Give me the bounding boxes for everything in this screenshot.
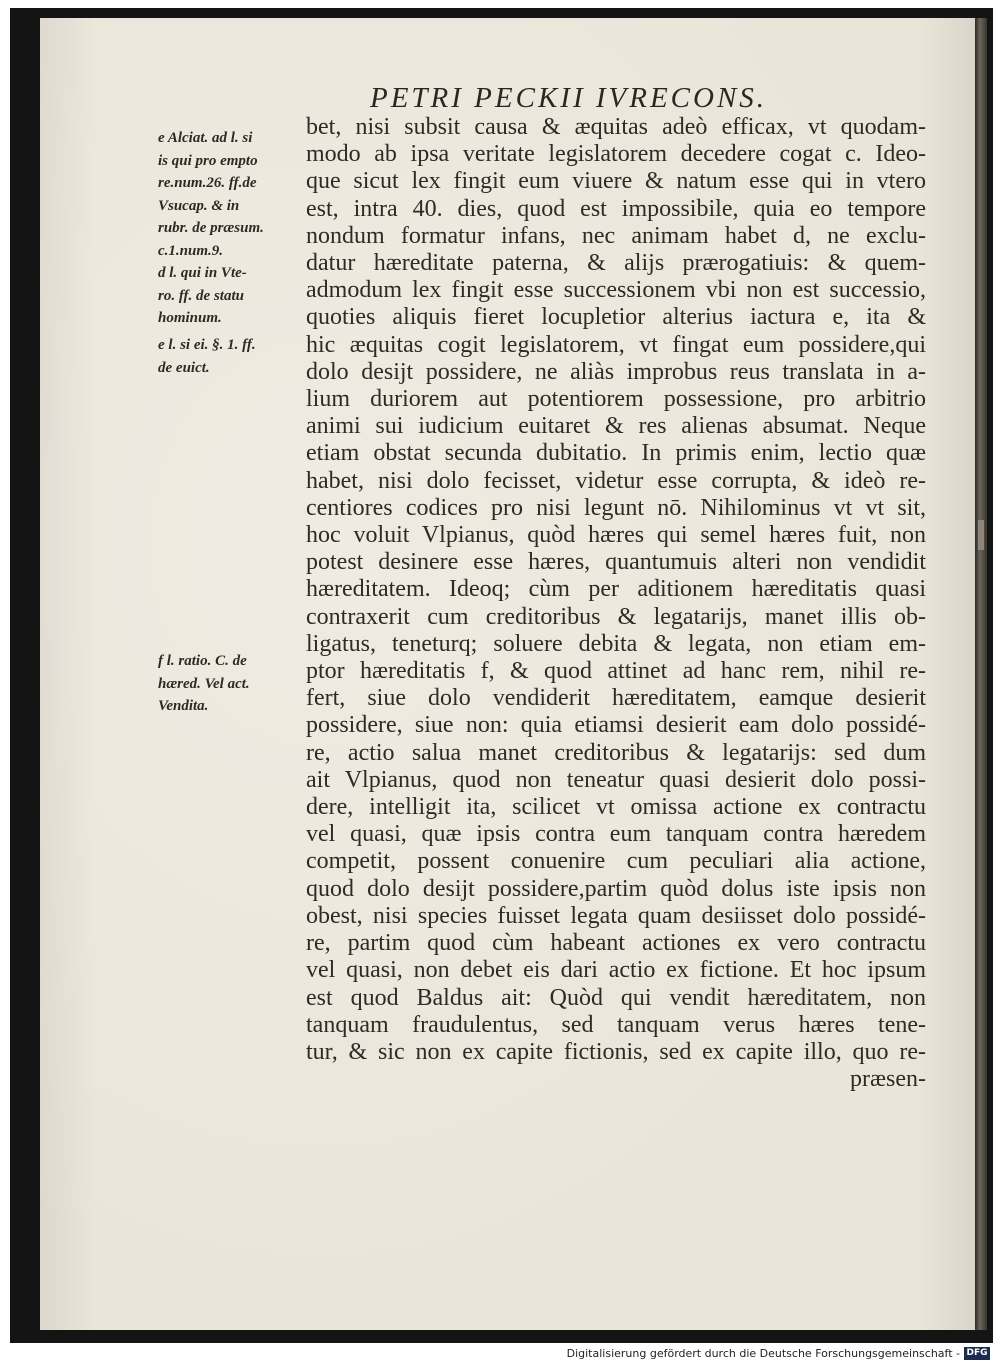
margin-note-line: re.num.26. ff.de — [158, 175, 257, 191]
text-line: bet, nisi subsit causa & æquitas adeò efficax, vt quodam- — [306, 114, 926, 140]
text-line: ait Vlpianus, quod non teneatur quasi desierit dolo possi- — [306, 766, 926, 793]
margin-note-line: ro. ff. de statu — [158, 287, 244, 304]
margin-note-line: e Alciat. ad l. si — [158, 130, 253, 146]
text-line: habet, nisi dolo fecisset, videtur esse corrupta, & ideò re- — [306, 467, 926, 494]
text-line: tanquam fraudulentus, sed tanquam verus hæres tene- — [306, 1011, 926, 1038]
margin-note-line: hæred. Vel act. — [158, 675, 250, 692]
text-line: fert, siue dolo vendiderit hæreditatem, eamque desierit — [306, 685, 926, 712]
margin-note-line: Vsucap. & in — [158, 197, 240, 214]
margin-note-line: is qui pro empto — [158, 152, 258, 169]
text-line: hoc voluit Vlpianus, quòd hæres qui semel hæres fuit, non — [306, 522, 926, 549]
catchword: præsen- — [850, 1066, 926, 1093]
text-line: vel quasi, quæ ipsis contra eum tanquam contra hæredem — [306, 821, 926, 848]
text-line: possidere, siue non: quia etiamsi desierit eam dolo possidé- — [306, 712, 926, 739]
text-line: lium duriorem aut potentiorem possessione, pro arbitrio — [306, 386, 926, 413]
margin-note-e — [158, 127, 308, 262]
text-line: dolo desijt possidere, ne aliàs improbus reus translata in a- — [306, 358, 926, 385]
text-line: hæreditatem. Ideoq; cùm per aditionem hæreditatis quasi — [306, 576, 926, 603]
text-line: re, partim quod cùm habeant actiones ex vero contractu — [306, 930, 926, 957]
margin-note-line: c.1.num.9. — [158, 242, 224, 259]
text-line: potest desinere esse hæres, quantumuis alteri non vendidit — [306, 549, 926, 576]
margin-note-line: f l. ratio. C. de — [158, 653, 247, 669]
text-line: dere, intelligit ita, scilicet vt omissa actione ex contractu — [306, 794, 926, 821]
text-line: animi sui iudicium euitaret & res alienas absumat. Neque — [306, 413, 926, 440]
text-line: etiam obstat secunda dubitatio. In primis enim, lectio quæ — [306, 440, 926, 467]
running-head: PETRI PECKII IVRECONS. — [370, 82, 768, 114]
text-line: hic æquitas cogit legislatorem, vt fingat eum possidere,qui — [306, 331, 926, 358]
margin-note-line: hominum. — [158, 310, 222, 326]
margin-note-line: rubr. de præsum. — [158, 220, 264, 236]
text-line: datur hæreditate paterna, & alijs prærogatiuis: & quem- — [306, 250, 926, 277]
text-line: tur, & sic non ex capite fictionis, sed ex capite illo, quo re- — [306, 1038, 926, 1065]
text-line: est, intra 40. dies, quod est impossibile, quia eo tempore — [306, 195, 926, 222]
text-line: quod dolo desijt possidere,partim quòd dolus iste ipsis non — [306, 875, 926, 902]
margin-note-e2 — [158, 334, 308, 379]
margin-note-line: de euict. — [158, 359, 210, 376]
text-line: contraxerit cum creditoribus & legatarijs, manet illis ob- — [306, 603, 926, 630]
text-line: ptor hæreditatis f, & quod attinet ad hanc rem, nihil re- — [306, 658, 926, 685]
text-line: ligatus, teneturq; soluere debita & legata, non etiam em- — [306, 630, 926, 657]
text-line: admodum lex fingit esse successionem vbi non est successio, — [306, 277, 926, 304]
funding-notice: Digitalisierung gefördert durch die Deutsche Forschungsgemeinschaft - — [566, 1347, 960, 1360]
text-line: re, actio salua manet creditoribus & legatarijs: sed dum — [306, 739, 926, 766]
text-line: quoties aliquis fieret locupletior alterius iactura e, ita & — [306, 304, 926, 331]
margin-note-line: e l. si ei. §. 1. ff. — [158, 337, 256, 353]
margin-note-line: Vendita. — [158, 698, 209, 714]
text-line: modo ab ipsa veritate legislatorem decedere cogat c. Ideo- — [306, 141, 926, 168]
margin-note-f — [158, 650, 308, 718]
text-line: obest, nisi species fuisset legata quam desiisset dolo possidé- — [306, 902, 926, 929]
margin-note-d — [158, 262, 308, 330]
text-line: nondum formatur infans, nec animam habet d, ne exclu- — [306, 222, 926, 249]
dfg-logo: DFG — [964, 1347, 990, 1360]
page-edge — [975, 18, 987, 1330]
text-line: vel quasi, non debet eis dari actio ex fictione. Et hoc ipsum — [306, 957, 926, 984]
main-text — [306, 114, 926, 1093]
text-line: que sicut lex fingit eum viuere & natum esse qui in vtero — [306, 168, 926, 195]
margin-note-line: d l. qui in Vte- — [158, 265, 247, 281]
text-line: competit, possent conuenire cum peculiari alia actione, — [306, 848, 926, 875]
page-edge-mark — [978, 520, 984, 550]
text-line: centiores codices pro nisi legunt nō. Nihilominus vt vt sit, — [306, 494, 926, 521]
text-line: est quod Baldus ait: Quòd qui vendit hæreditatem, non — [306, 984, 926, 1011]
